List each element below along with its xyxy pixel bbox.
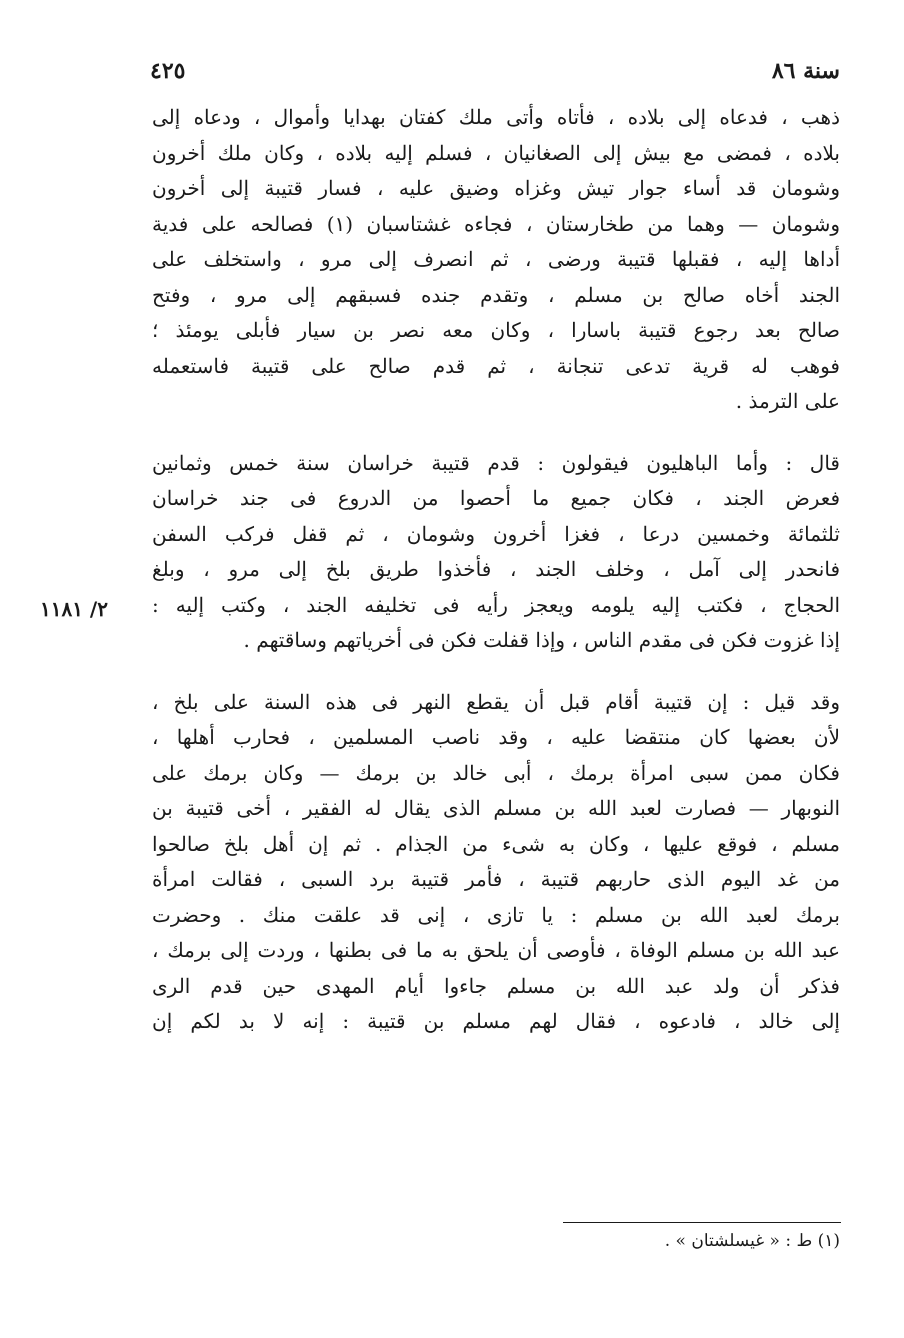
text-line: فانحدر إلى آمل ، وخلف الجند ، فأخذوا طريق بلخ إلى مرو ، وبلغ	[152, 557, 840, 581]
text-line: النوبهار — فصارت لعبد الله بن مسلم الذى يقال له الفقير ، أخى قتيبة بن	[152, 796, 840, 820]
text-line: ذهب ، فدعاه إلى بلاده ، فأتاه وأتى ملك كفتان بهدايا وأموال ، ودعاه إلى	[152, 105, 840, 129]
text-line: برمك لعبد الله بن مسلم : يا تازى ، إنى قد علقت منك . وحضرت	[152, 902, 840, 927]
paragraph-2	[152, 446, 840, 659]
paragraph-3	[152, 685, 840, 1040]
text-line: بلاده ، فمضى مع بيش إلى الصغانيان ، فسلم إليه بلاده ، وكان ملك أخرون	[152, 140, 840, 165]
page-header	[150, 58, 840, 92]
text-line: صالح بعد رجوع قتيبة باسارا ، وكان معه نصر بن سيار فأبلى يومئذ ؛	[152, 318, 840, 342]
text-line: فعرض الجند ، فكان جميع ما أحصوا من الدروع فى جند خراسان	[152, 486, 840, 510]
text-line: من غد اليوم الذى حاربهم قتيبة ، فأمر قتيبة برد السبى ، فقالت امرأة	[152, 867, 840, 891]
text-line: فكان ممن سبى امرأة برمك ، أبى خالد بن برمك — وكان برمك على	[152, 760, 840, 785]
footnote-divider	[563, 1222, 841, 1223]
text-line: مسلم ، فوقع عليها ، وكان به شىء من الجذام . ثم إن أهل بلخ صالحوا	[152, 831, 840, 856]
running-head: سنة ٨٦	[771, 58, 840, 84]
page-number: ٤٢٥	[150, 58, 186, 84]
text-line: على الترمذ .	[735, 389, 840, 413]
text-line: إلى خالد ، فادعوه ، فقال لهم مسلم بن قتيبة : إنه لا بد لكم إن	[152, 1009, 840, 1033]
text-line: وشومان — وهما من طخارستان ، فجاءه غشتاسبان (١) فصالحه على فدية	[152, 211, 840, 236]
text-line: الحجاج ، فكتب إليه يلومه ويعجز رأيه فى تخليفه الجند ، وكتب إليه :	[152, 592, 840, 617]
text-line: قال : وأما الباهليون فيقولون : قدم قتيبة خراسان سنة خمس وثمانين	[152, 450, 840, 475]
text-line: إذا غزوت فكن فى مقدم الناس ، وإذا قفلت فكن فى أخرياتهم وساقتهم .	[243, 628, 840, 652]
paragraph-1	[152, 100, 840, 420]
text-line: أداها إليه ، فقبلها قتيبة ورضى ، ثم انصرف إلى مرو ، واستخلف على	[152, 247, 840, 271]
text-line: الجند أخاه صالح بن مسلم ، وتقدم جنده فسبقهم إلى مرو ، وفتح	[152, 282, 840, 307]
text-line: عبد الله بن مسلم الوفاة ، فأوصى أن يلحق به ما فى بطنها ، وردت إلى برمك ،	[152, 938, 840, 962]
body-text	[152, 100, 840, 1040]
text-line: فذكر أن ولد عبد الله بن مسلم جاءوا أيام المهدى حين قدم الرى	[152, 973, 840, 998]
footnote: (١) ط : « غيسلشتان » .	[664, 1231, 840, 1251]
text-line: وقد قيل : إن قتيبة أقام قبل أن يقطع النهر فى هذه السنة على بلخ ،	[152, 689, 840, 714]
text-line: وشومان قد أساء جوار تيش وغزاه وضيق عليه ، فسار قتيبة إلى أخرون	[152, 176, 840, 200]
text-line: ثلثمائة وخمسين درعا ، فغزا أخرون وشومان ، ثم قفل فركب السفن	[152, 521, 840, 546]
text-line: لأن بعضها كان منتقضا عليه ، وقد ناصب المسلمين ، فحارب أهلها ،	[152, 725, 840, 749]
margin-reference: ٢/ ١١٨١	[40, 597, 108, 621]
text-line: فوهب له قرية تدعى تنجانة ، ثم قدم صالح على قتيبة فاستعمله	[152, 353, 840, 378]
